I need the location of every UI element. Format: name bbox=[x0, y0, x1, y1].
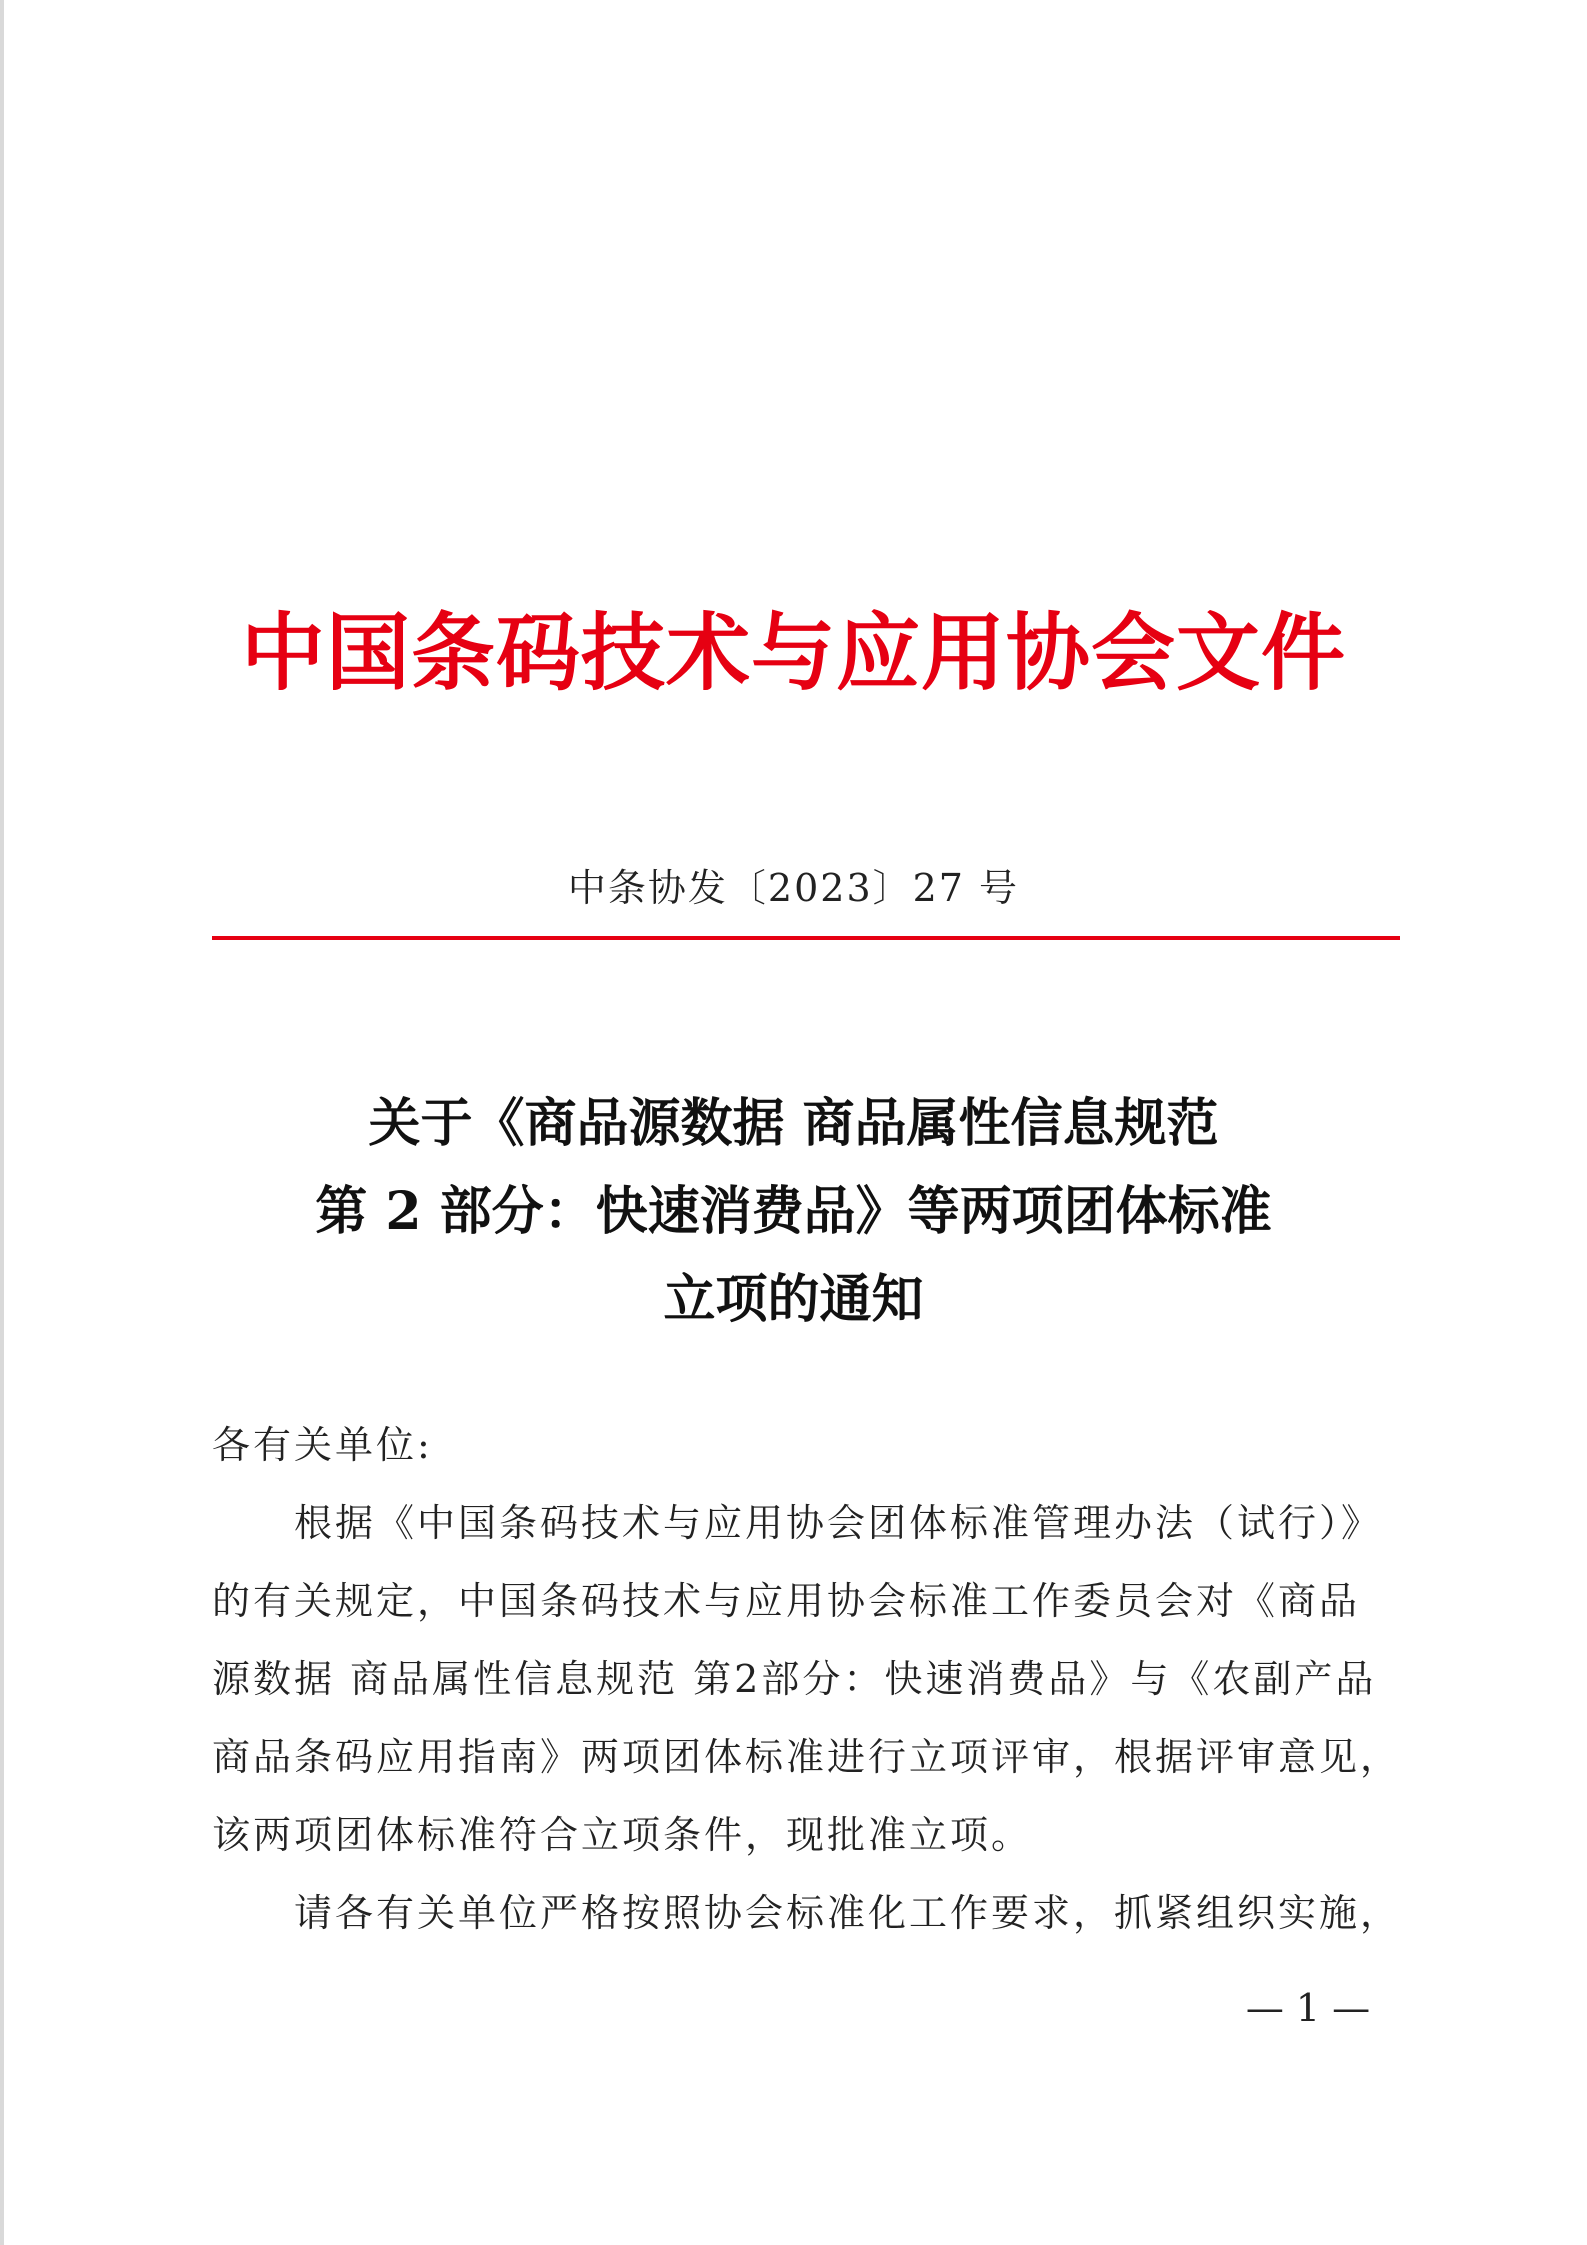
document-number: 中条协发〔2023〕27 号 bbox=[567, 866, 1020, 910]
body-line: 该两项团体标准符合立项条件，现批准立项。 bbox=[212, 1813, 1033, 1857]
body-line: 商品条码应用指南》两项团体标准进行立项评审，根据评审意见， bbox=[212, 1735, 1402, 1779]
body-line: 的有关规定，中国条码技术与应用协会标准工作委员会对《商品 bbox=[212, 1579, 1361, 1623]
letterhead-title: 中国条码技术与应用协会文件 bbox=[240, 604, 1346, 702]
title-line: 第 2 部分：快速消费品》等两项团体标准 bbox=[315, 1181, 1272, 1242]
body-line: 源数据 商品属性信息规范 第2部分：快速消费品》与《农副产品 bbox=[212, 1657, 1377, 1701]
title-line: 立项的通知 bbox=[663, 1269, 924, 1330]
red-divider bbox=[212, 936, 1400, 940]
body-line: 请各有关单位严格按照协会标准化工作要求，抓紧组织实施， bbox=[294, 1891, 1402, 1935]
notice-title bbox=[0, 1080, 1587, 1344]
page-number: — 1 — bbox=[1245, 1986, 1371, 2030]
notice-body bbox=[212, 1406, 1412, 1952]
title-line: 关于《商品源数据 商品属性信息规范 bbox=[368, 1093, 1219, 1154]
body-line: 根据《中国条码技术与应用协会团体标准管理办法（试行）》 bbox=[294, 1501, 1383, 1545]
salutation: 各有关单位: bbox=[212, 1423, 433, 1467]
